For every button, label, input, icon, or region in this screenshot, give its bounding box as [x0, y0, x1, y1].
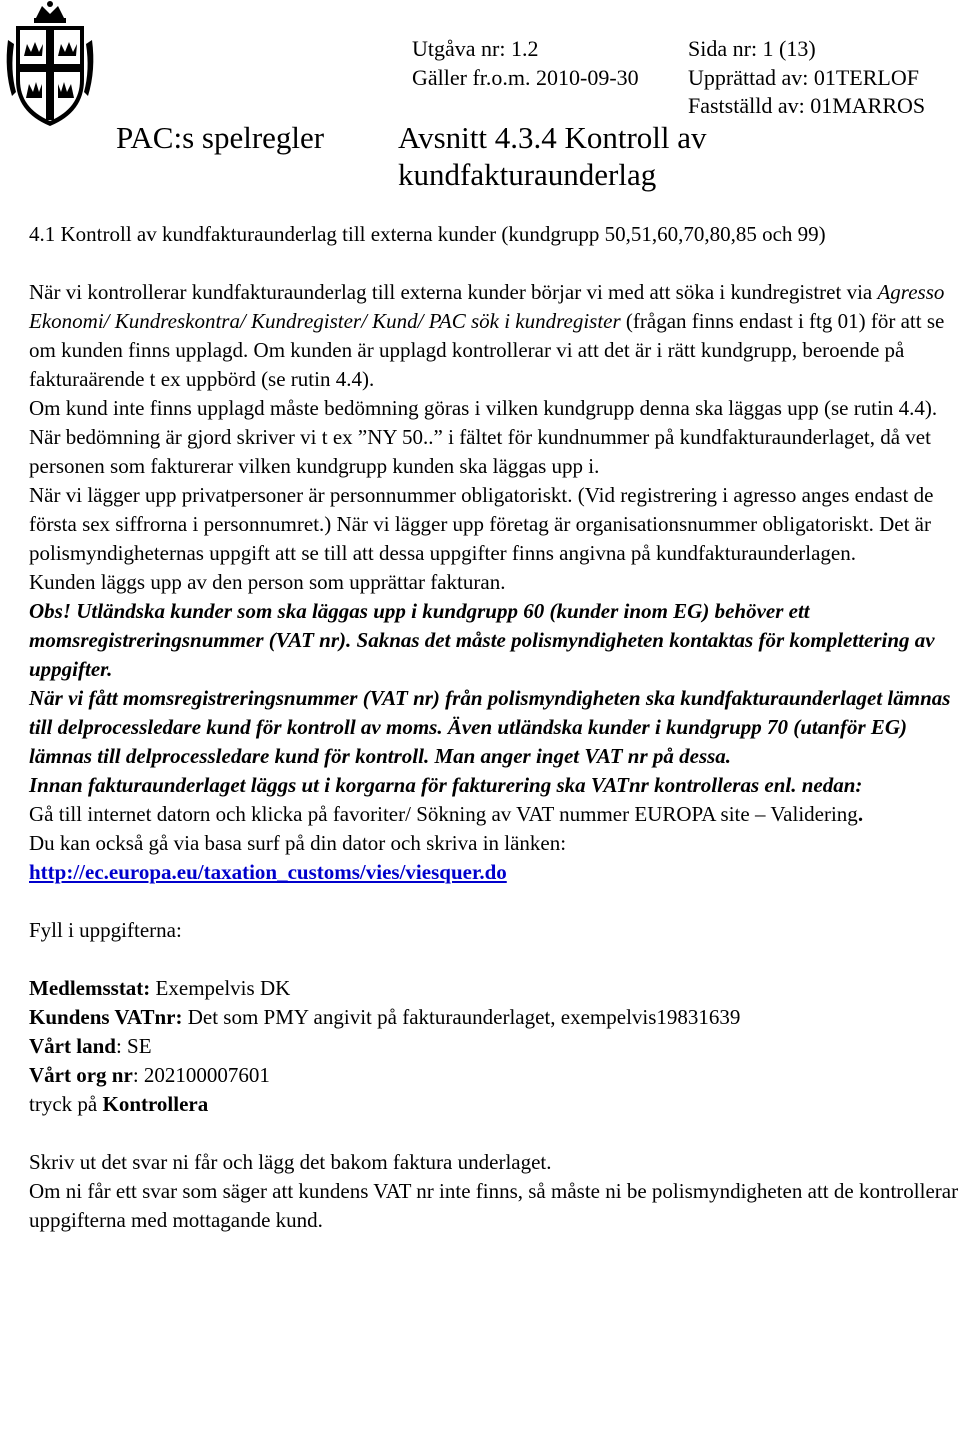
paragraph-customer-search: När vi kontrollerar kundfakturaunderlag till externa kunder börjar vi med att söka i kundregistret via Agresso Ekonomi/ Kundreskontra/ Kundregister/ Kund/ PAC sök i kundregister (frågan finns endast i ftg 01) för att se om kunden finns upplagd. Om kunden är upplagd kontrollerar vi att det är i rätt kundgrupp, beroende på fakturaärende t ex uppbörd (se rutin 4.4). [29, 280, 945, 391]
paragraph-vat-not-found: Om ni får ett svar som säger att kundens VAT nr inte finns, så måste ni be polismyndigheten att de kontrollerar uppgifterna med mottagande kund. [29, 1179, 959, 1232]
vies-link[interactable]: http://ec.europa.eu/taxation_customs/vies/viesquer.do [29, 860, 507, 884]
field-kundens-vatnr: Kundens VATnr: Det som PMY angivit på fakturaunderlaget, exempelvis19831639 [29, 1005, 741, 1029]
document-title: PAC:s spelregler [116, 120, 325, 155]
valid-from-date: Gäller fr.o.m. 2010-09-30 [412, 65, 639, 90]
approved-by: Fastställd av: 01MARROS [688, 93, 926, 118]
edition-number: Utgåva nr: 1.2 [412, 36, 539, 61]
page-number: Sida nr: 1 (13) [688, 36, 816, 61]
document-body [29, 220, 959, 1235]
section-title-line1: Avsnitt 4.3.4 Kontroll av [398, 120, 707, 155]
paragraph-new-customer: Om kund inte finns upplagd måste bedömning göras i vilken kundgrupp denna ska läggas upp (se rutin 4.4). När bedömning är gjord skriver vi t ex ”NY 50..” i fältet för kundnummer på kundfakturaunderlaget, då vet personen som fakturerar vilken kundgrupp kunden ska läggas upp i. [29, 396, 938, 478]
paragraph-obs-foreign-customers: Obs! Utländska kunder som ska läggas upp i kundgrupp 60 (kunder inom EG) behöver ett momsregistreringsnummer (VAT nr). Saknas det måste polismyndigheten kontaktas för komplettering av uppgifter. [29, 599, 935, 681]
crown-coat-of-arms-logo [2, 0, 98, 128]
paragraph-print-answer: Skriv ut det svar ni får och lägg det bakom faktura underlaget. [29, 1150, 552, 1174]
field-vart-org-nr: Vårt org nr: 202100007601 [29, 1063, 270, 1087]
paragraph-personnummer: När vi lägger upp privatpersoner är personnummer obligatoriskt. (Vid registrering i agresso anges endast de första sex siffrorna i personnumret.) När vi lägger upp företag är organisationsnummer obligatoriskt. Det är polismyndigheternas uppgift att se till att dessa uppgifter finns angivna på kundfakturaunderlagen. [29, 483, 934, 565]
menu-path: Agresso Ekonomi/ Kundreskontra/ Kundregister/ Kund/ PAC sök i kundregister [29, 280, 945, 333]
field-medlemsstat: Medlemsstat: Exempelvis DK [29, 976, 291, 1000]
paragraph-internet-instructions: Gå till internet datorn och klicka på favoriter/ Sökning av VAT nummer EUROPA site – Validering. [29, 802, 864, 826]
section-heading: 4.1 Kontroll av kundfakturaunderlag till externa kunder (kundgrupp 50,51,60,70,80,85 och 99) [29, 222, 826, 246]
instruction-press-check: tryck på Kontrollera [29, 1092, 209, 1116]
section-title-line2: kundfakturaunderlag [398, 157, 657, 192]
created-by: Upprättad av: 01TERLOF [688, 65, 919, 90]
paragraph-vat-control: När vi fått momsregistreringsnummer (VAT nr) från polismyndigheten ska kundfakturaunderlaget lämnas till delprocessledare kund för kontroll av moms. Även utländska kunder i kundgrupp 70 (utanför EG) lämnas till delprocessledare kund för kontroll. Man anger inget VAT nr på dessa. [29, 686, 951, 768]
fill-in-instruction: Fyll i uppgifterna: [29, 918, 182, 942]
paragraph-who-registers: Kunden läggs upp av den person som upprättar fakturan. [29, 570, 506, 594]
paragraph-before-invoicing: Innan fakturaunderlaget läggs ut i korgarna för fakturering ska VATnr kontrolleras enl. nedan: [29, 773, 863, 797]
field-vart-land: Vårt land: SE [29, 1034, 152, 1058]
paragraph-basa-surf: Du kan också gå via basa surf på din dator och skriva in länken: [29, 831, 567, 855]
